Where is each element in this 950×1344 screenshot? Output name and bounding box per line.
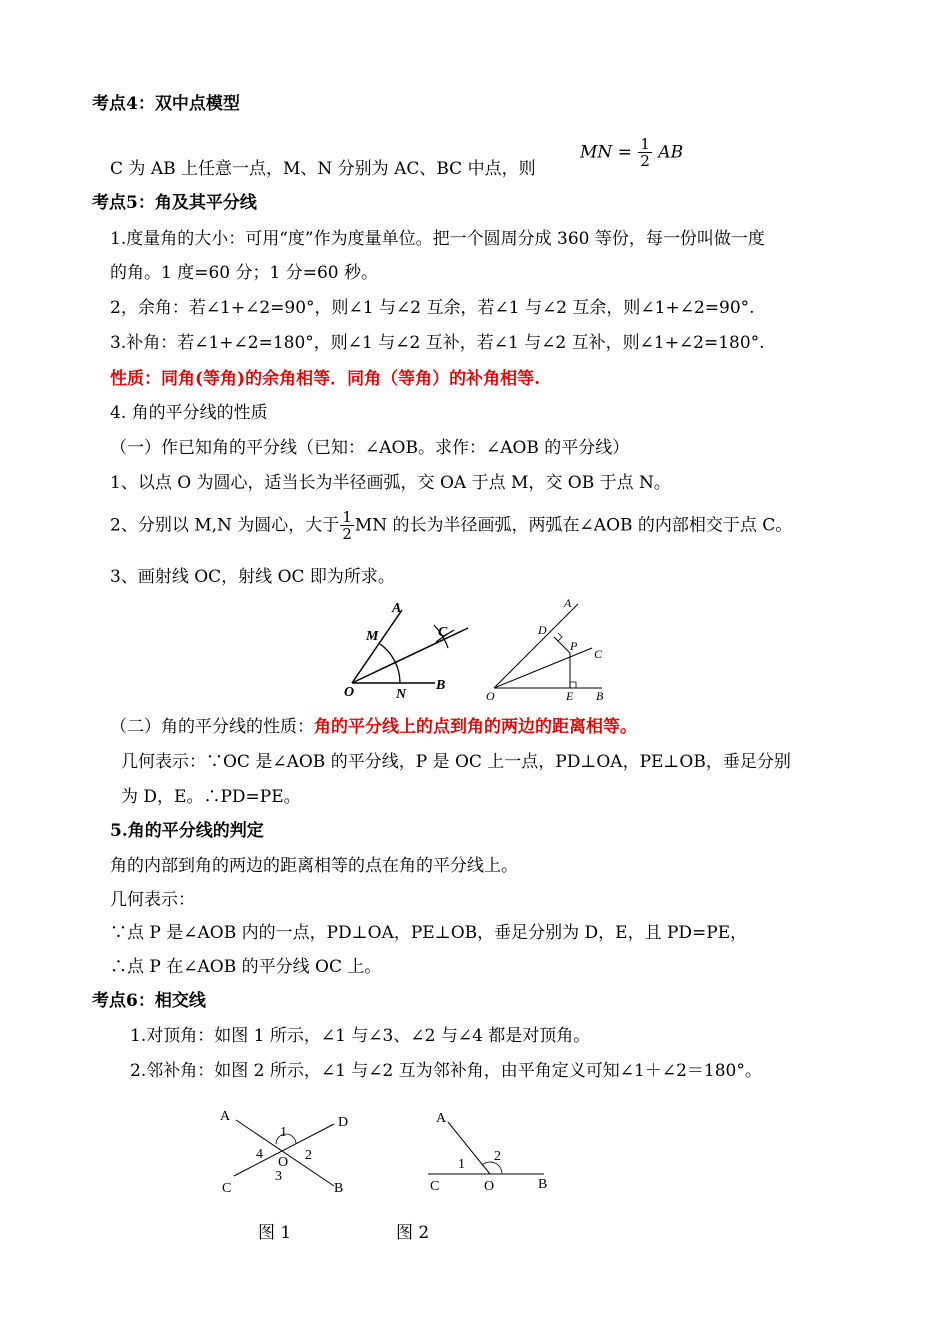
label-o: O xyxy=(484,1179,495,1194)
bisector-judgement-text: 角的内部到角的两边的距离相等的点在角的平分线上。 xyxy=(110,856,518,876)
construction-title: （一）作已知角的平分线（已知：∠AOB。求作：∠AOB 的平分线） xyxy=(110,438,630,458)
construction-step-3: 3、画射线 OC，射线 OC 即为所求。 xyxy=(110,567,395,587)
geometric-expression-2b: ∴点 P 在∠AOB 的平分线 OC 上。 xyxy=(110,957,382,977)
arc-mn xyxy=(380,644,400,683)
ray-oc xyxy=(494,648,592,688)
ray-oa xyxy=(448,1122,490,1174)
label-angle-1: 1 xyxy=(458,1157,465,1172)
label-angle-2: 2 xyxy=(494,1149,501,1164)
label-b: B xyxy=(538,1177,548,1192)
label-c: C xyxy=(430,1179,440,1194)
label-o: O xyxy=(344,685,355,700)
construction-figure xyxy=(340,598,480,702)
geometric-expression-2a: ∵点 P 是∠AOB 内的一点，PD⊥OA，PE⊥OB，垂足分别为 D，E，且 PD=PE， xyxy=(110,923,748,943)
step2-fraction xyxy=(340,509,354,542)
para-bisector-property: 4. 角的平分线的性质 xyxy=(110,403,268,423)
formula-denominator: 2 xyxy=(640,152,650,170)
para-degree-b: 的角。1 度=60 分；1 分=60 秒。 xyxy=(110,263,378,283)
label-a: A xyxy=(564,596,572,610)
adjacent-angles-text: 2.邻补角：如图 2 所示，∠1 与∠2 互为邻补角，由平角定义可知∠1＋∠2＝180°。 xyxy=(130,1061,762,1081)
label-n: N xyxy=(396,687,407,702)
label-o: O xyxy=(486,689,495,703)
label-d: D xyxy=(538,623,547,637)
property-prefix: （二）角的平分线的性质： xyxy=(110,717,314,737)
label-a: A xyxy=(392,601,402,616)
construction-step-2 xyxy=(110,508,792,543)
right-angle-e xyxy=(570,682,576,688)
para-degree-a: 1.度量角的大小：可用“度”作为度量单位。把一个圆周分成 360 等份，每一份叫做一度 xyxy=(110,229,765,249)
para-complementary: 2，余角：若∠1+∠2=90°，则∠1 与∠2 互余，若∠1 与∠2 互余，则∠1+∠2=90°. xyxy=(110,298,755,318)
label-e: E xyxy=(566,689,574,703)
label-c: C xyxy=(222,1181,232,1196)
geometric-expression-1b: 为 D，E。∴PD=PE。 xyxy=(121,787,301,807)
geometric-expression-1a: 几何表示：∵OC 是∠AOB 的平分线，P 是 OC 上一点，PD⊥OA，PE⊥OB，垂足分别 xyxy=(121,752,791,772)
bisector-property-line xyxy=(110,716,637,738)
property-statement-red: 角的平分线上的点到角的两边的距离相等。 xyxy=(314,717,637,737)
label-a: A xyxy=(436,1111,447,1126)
label-angle-1: 1 xyxy=(280,1125,287,1140)
figure-2 xyxy=(418,1102,568,1202)
geometric-expression-title: 几何表示： xyxy=(110,890,195,910)
label-angle-3: 3 xyxy=(275,1169,282,1184)
step2-numerator: 1 xyxy=(342,508,352,526)
label-b: B xyxy=(436,678,446,693)
property-red: 性质：同角(等角)的余角相等．同角（等角）的补角相等. xyxy=(110,369,541,389)
heading-kaodian-4: 考点4：双中点模型 xyxy=(92,94,240,114)
step2-denominator: 2 xyxy=(342,525,352,543)
label-b: B xyxy=(334,1181,344,1196)
heading-kaodian-5: 考点5：角及其平分线 xyxy=(92,193,257,213)
heading-kaodian-6: 考点6：相交线 xyxy=(92,991,206,1011)
label-angle-2: 2 xyxy=(305,1148,312,1163)
ray-oa xyxy=(494,604,578,688)
label-d: D xyxy=(338,1115,349,1130)
figure-1 xyxy=(210,1102,360,1202)
step2-pre: 2、分别以 M,N 为圆心，大于 xyxy=(110,515,340,536)
construction-step-1: 1、以点 O 为圆心，适当长为半径画弧，交 OA 于点 M，交 OB 于点 N。 xyxy=(110,473,671,493)
vertical-angles-text: 1.对顶角：如图 1 所示，∠1 与∠3、∠2 与∠4 都是对顶角。 xyxy=(130,1026,591,1046)
formula-rhs: AB xyxy=(658,142,684,163)
label-a: A xyxy=(220,1109,231,1124)
label-o: O xyxy=(278,1155,289,1170)
ray-oa xyxy=(352,610,402,683)
para-supplementary: 3.补角：若∠1+∠2=180°，则∠1 与∠2 互补，若∠1 与∠2 互补，则∠1+∠2=180°. xyxy=(110,333,765,353)
midpoint-statement: C 为 AB 上任意一点，M、N 分别为 AC、BC 中点，则 xyxy=(110,159,536,179)
formula-numerator: 1 xyxy=(640,135,650,153)
label-b: B xyxy=(596,689,604,703)
step2-post: MN 的长为半径画弧，两弧在∠AOB 的内部相交于点 C。 xyxy=(354,515,793,536)
label-c: C xyxy=(594,647,603,661)
midpoint-formula xyxy=(580,136,683,169)
right-angle-d xyxy=(554,633,562,641)
figure-1-caption: 图 1 xyxy=(258,1223,292,1243)
figure-2-caption: 图 2 xyxy=(396,1223,430,1243)
label-m: M xyxy=(366,629,379,644)
bisector-judgement-heading: 5.角的平分线的判定 xyxy=(110,821,264,841)
label-p: P xyxy=(570,639,578,653)
label-angle-4: 4 xyxy=(256,1147,263,1162)
bisector-figure xyxy=(482,596,612,704)
label-c: C xyxy=(438,625,448,640)
formula-lhs: MN = xyxy=(580,142,632,163)
midpoint-text xyxy=(110,158,536,180)
formula-fraction xyxy=(638,136,652,169)
